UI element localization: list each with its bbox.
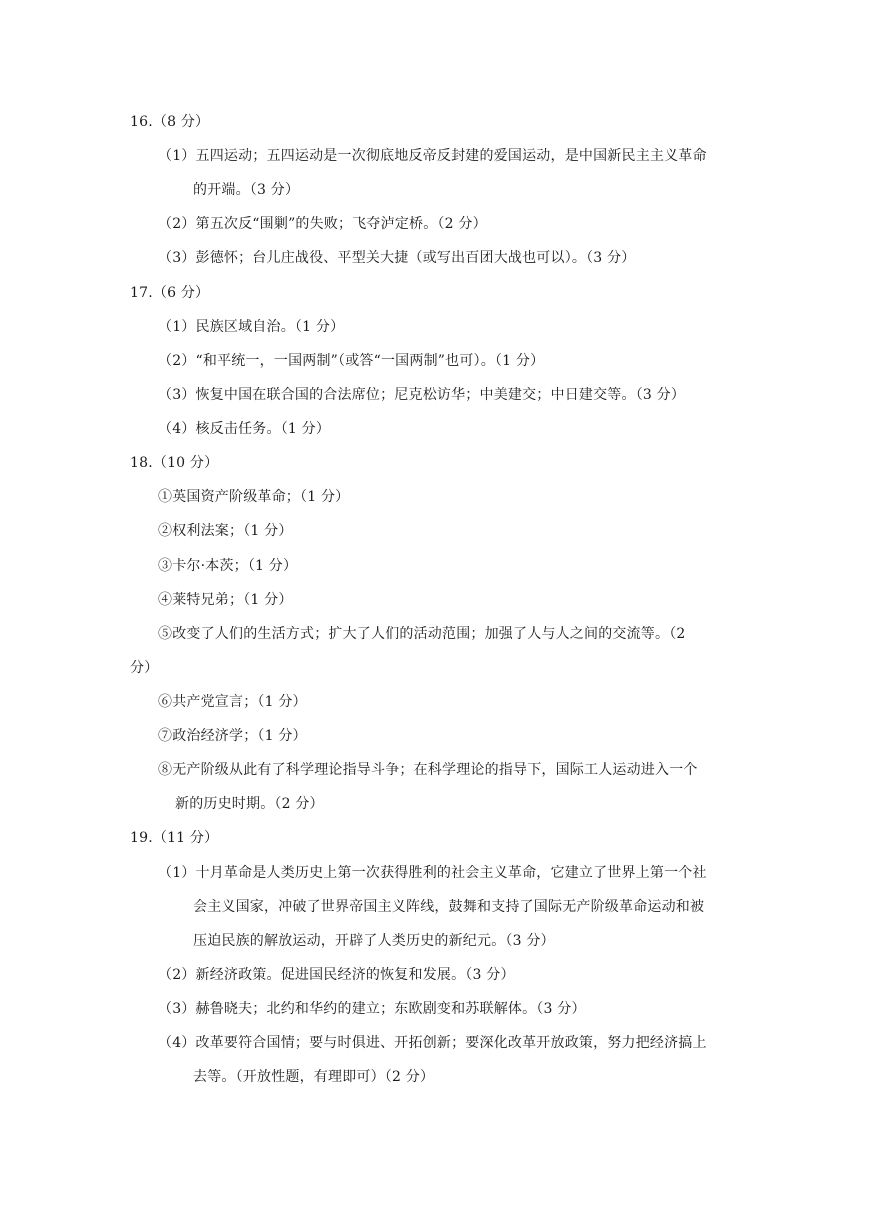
answer-line: （3）赫鲁晓夫；北约和华约的建立；东欧剧变和苏联解体。（3 分）: [158, 1001, 586, 1017]
answer-line: （2）新经济政策。促进国民经济的恢复和发展。（3 分）: [158, 967, 515, 983]
answer-line: ②权利法案；（1 分）: [158, 523, 293, 539]
answer-line: 的开端。（3 分）: [193, 182, 300, 198]
answer-line: 压迫民族的解放运动，开辟了人类历史的新纪元。（3 分）: [193, 933, 555, 949]
answer-line: ⑦政治经济学；（1 分）: [158, 728, 307, 744]
answer-line: （1）民族区域自治。（1 分）: [158, 319, 345, 335]
answer-line: ①英国资产阶级革命；（1 分）: [158, 489, 350, 505]
answer-line: ⑥共产党宣言；（1 分）: [158, 694, 307, 710]
answer-line: 会主义国家，冲破了世界帝国主义阵线，鼓舞和支持了国际无产阶级革命运动和被: [193, 899, 705, 915]
answer-line: ⑧无产阶级从此有了科学理论指导斗争；在科学理论的指导下，国际工人运动进入一个: [158, 762, 698, 778]
answer-line: 新的历史时期。（2 分）: [175, 796, 324, 812]
answer-line: （4）核反击任务。（1 分）: [158, 421, 331, 437]
answer-line: 17.（6 分）: [130, 285, 210, 301]
answer-line: （3）恢复中国在联合国的合法席位；尼克松访华；中美建交；中日建交等。（3 分）: [158, 387, 686, 403]
answer-line: （3）彭德怀；台儿庄战役、平型关大捷（或写出百团大战也可以）。（3 分）: [158, 250, 636, 266]
answer-line: 去等。（开放性题，有理即可）（2 分）: [193, 1069, 435, 1085]
answer-line: （1）十月革命是人类历史上第一次获得胜利的社会主义革命，它建立了世界上第一个社: [158, 865, 707, 881]
answer-line: ④莱特兄弟；（1 分）: [158, 592, 293, 608]
answer-line: ③卡尔·本茨；（1 分）: [158, 558, 298, 574]
answer-line: 19.（11 分）: [130, 830, 219, 846]
answer-line: （4）改革要符合国情；要与时俱进、开拓创新；要深化改革开放政策，努力把经济搞上: [158, 1035, 707, 1051]
answer-line: 18.（10 分）: [130, 455, 219, 471]
answer-line: （2）第五次反“围剿”的失败；飞夺泸定桥。（2 分）: [158, 216, 487, 232]
answer-line: （1）五四运动；五四运动是一次彻底地反帝反封建的爱国运动，是中国新民主主义革命: [158, 148, 707, 164]
answer-line: （2）“和平统一，一国两制”（或答“一国两制”也可）。（1 分）: [158, 353, 545, 369]
answer-line: 分）: [130, 660, 159, 676]
answer-line: ⑤改变了人们的生活方式；扩大了人们的活动范围；加强了人与人之间的交流等。（2: [158, 626, 686, 642]
answer-line: 16.（8 分）: [130, 114, 210, 130]
